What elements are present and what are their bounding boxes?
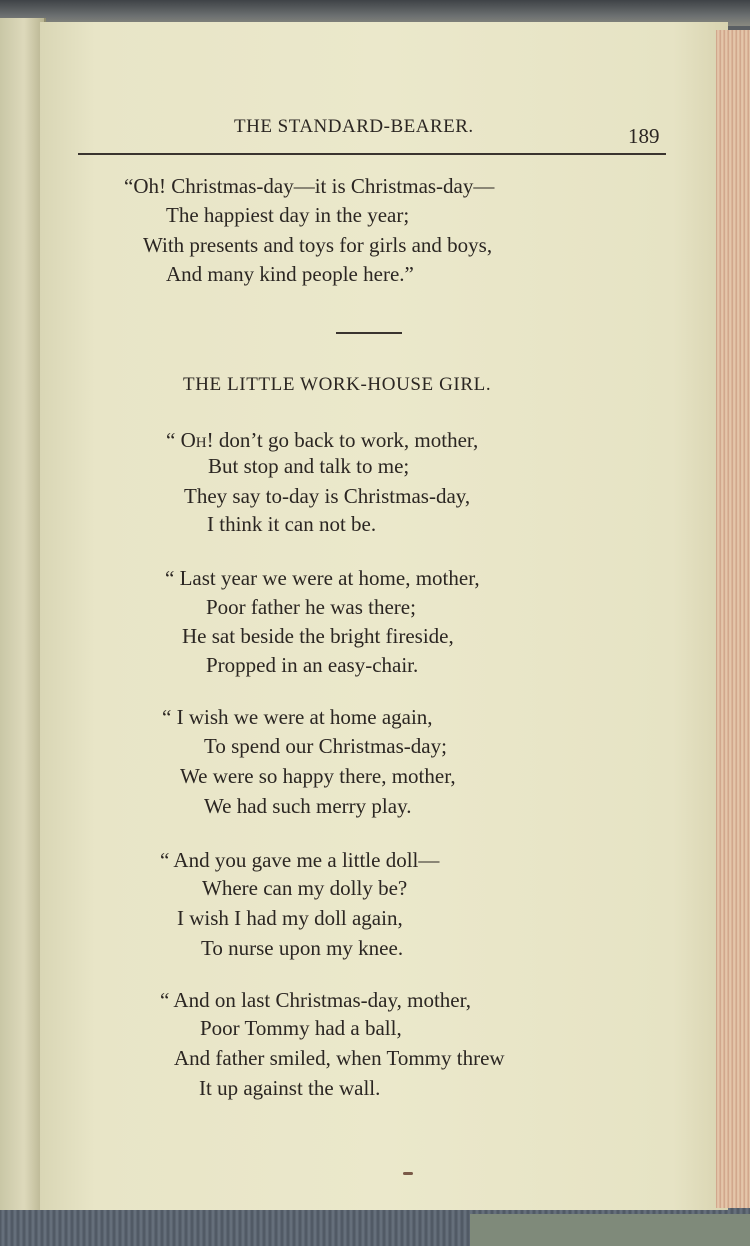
stanza-line: He sat beside the bright fireside,	[182, 624, 454, 648]
stanza-line: Where can my dolly be?	[202, 876, 408, 900]
stanza-line: “ Last year we were at home, mother,	[165, 566, 480, 590]
poem-title: THE LITTLE WORK-HOUSE GIRL.	[183, 374, 492, 395]
stanza-line: It up against the wall.	[199, 1076, 381, 1100]
stanza-line: I think it can not be.	[207, 512, 377, 536]
stanza-line: I wish I had my doll again,	[177, 906, 403, 930]
stanza-first-line	[166, 428, 478, 453]
stanza-line: “ And on last Christmas-day, mother,	[160, 988, 472, 1012]
stanza-line: We were so happy there, mother,	[180, 764, 456, 788]
opening-stanza-line: And many kind people here.”	[166, 262, 414, 286]
stanza-line: “ I wish we were at home again,	[162, 705, 433, 729]
opening-quote: “	[166, 428, 181, 452]
initial-word: Oh	[180, 428, 207, 452]
opening-stanza-line: “Oh! Christmas-day—it is Christmas-day—	[124, 174, 495, 198]
stanza-line: They say to-day is Christmas-day,	[184, 484, 471, 508]
stanza-line: But stop and talk to me;	[208, 454, 410, 478]
printer-mark	[403, 1172, 413, 1175]
page-number: 189	[628, 124, 660, 148]
opening-stanza-line: With presents and toys for girls and boys,	[143, 233, 493, 257]
stanza-line: To nurse upon my knee.	[201, 936, 404, 960]
opening-stanza-line: The happiest day in the year;	[166, 203, 410, 227]
header-rule	[78, 153, 666, 155]
stanza-line: Poor father he was there;	[206, 595, 416, 619]
stanza-line: To spend our Christmas-day;	[204, 734, 447, 758]
stanza-line: Propped in an easy-chair.	[206, 653, 419, 677]
line-rest: ! don’t go back to work, mother,	[206, 428, 479, 452]
running-header: THE STANDARD-BEARER.	[234, 116, 474, 137]
page-block-edge	[716, 30, 750, 1208]
stanza-line: “ And you gave me a little doll—	[160, 848, 440, 872]
stanza-line: And father smiled, when Tommy threw	[174, 1046, 505, 1070]
stanza-line: Poor Tommy had a ball,	[200, 1016, 402, 1040]
section-divider	[336, 332, 402, 334]
stanza-line: We had such merry play.	[204, 794, 412, 818]
book-cover-bottom-panel	[470, 1214, 750, 1246]
